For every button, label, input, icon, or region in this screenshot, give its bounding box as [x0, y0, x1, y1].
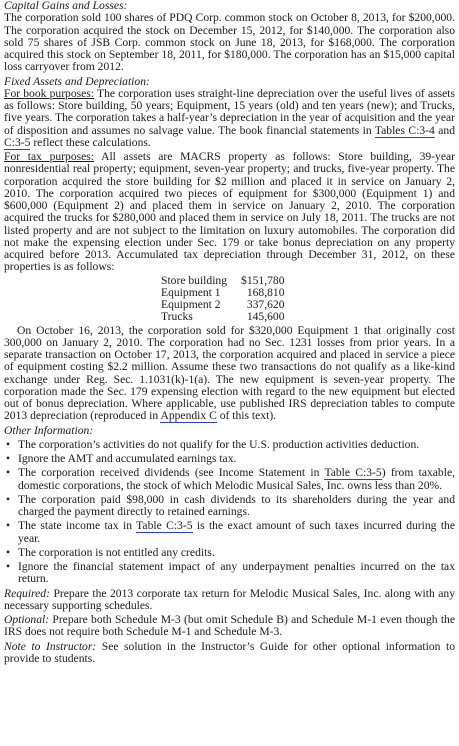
fixed-assets-heading: Fixed Assets and Depreciation:: [4, 74, 150, 88]
list-item: • The corporation paid $98,000 in cash dividends to its shareholders during the year and charged the payment directly to retained earnings.: [4, 494, 455, 519]
optional-paragraph: [4, 614, 455, 639]
table-c3-5-link[interactable]: Table C:3-5: [324, 466, 382, 480]
capital-gains-section: [4, 0, 455, 74]
instructor-note-text: See solution in the Instructor’s Guide for other optional information to provide to students.: [4, 639, 456, 665]
list-item: • Ignore the financial statement impact of any underpayment penalties incurred on the tax return.: [4, 561, 455, 586]
book-purposes-label: For book purposes:: [4, 86, 95, 100]
list-item: • The corporation is not entitled any credits.: [4, 547, 455, 559]
list-item: • Ignore the AMT and accumulated earnings tax.: [4, 453, 455, 465]
capital-gains-heading: Capital Gains and Losses:: [4, 0, 128, 12]
required-label: Required:: [4, 586, 50, 600]
optional-text: Prepare both Schedule M-3 (but omit Schedule B) and Schedule M-1 even though the IRS does not require both Schedule M-1 and Schedule M-3.: [4, 613, 455, 639]
book-tail-text: reflect these calculations.: [30, 135, 151, 149]
asset-name: Equipment 1: [161, 285, 221, 299]
required-paragraph: [4, 588, 455, 613]
tax-purposes-text: All assets are MACRS property as follows: Store building, 39-year nonresidential real property; equipment, seven-year property; and trucks, five-year property. The corporation acquired the store building for $2 million and placed it in service on January 2, 2010. The corporation acquired two pieces of equipment for $300,000 (Equipment 1) and $600,000 (Equipment 2) and placed them in service on January 2, 2010. The corporation acquired the trucks for $280,000 and placed them in service on July 18, 2011. The trucks are not listed property and are not subject to the limitation on luxury automobiles. The corporation did not make the expensing election under Sec. 179 or take bonus depreciation on any property acquired before 2013. Accumulated tax depreciation through December 31, 2012, on these properties is as follows:: [4, 150, 455, 274]
depreciation-table: [161, 275, 285, 324]
book-and-text: and: [434, 123, 456, 137]
table-row: [161, 275, 285, 287]
dividends-tail: ) from taxable, domestic corporations, the stock of which Melodic Musical Sales, Inc. owns less than 20%.: [18, 466, 455, 492]
table-c3-5-link[interactable]: C:3-5: [4, 135, 31, 149]
asset-amount: 337,620: [246, 298, 285, 311]
book-purposes-paragraph: [4, 88, 455, 149]
asset-amount: 168,810: [246, 285, 285, 299]
other-information-heading: Other Information:: [4, 423, 94, 437]
required-text: Prepare the 2013 corporate tax return for Melodic Musical Sales, Inc. along with any necessary supporting schedules.: [4, 586, 455, 612]
book-purposes-text: The corporation uses straight-line depreciation over the useful lives of assets as follows: Store building, 50 years; Equipment, 15 years (old) and ten years (new); and Trucks, five years. The corporation takes a half-year’s depreciation in the year of acquisition and the year of disposition and assumes no salvage value. The book financial statements in: [4, 86, 455, 137]
table-c3-4-link[interactable]: Tables C:3-4: [374, 123, 435, 137]
capital-gains-text: The corporation sold 100 shares of PDQ Corp. common stock on October 8, 2013, for $200,000. The corporation acquired the stock on December 15, 2012, for $140,000. The corporation also sold 75 shares of JSB Corp. common stock on June 18, 2013, for $168,000. The corporation acquired this stock on September 18, 2011, for $180,000. The corporation has an $15,000 capital loss carryover from 2012.: [4, 11, 455, 74]
optional-label: Optional:: [4, 613, 50, 626]
dividends-text: The corporation received dividends (see Income Statement in: [18, 466, 325, 480]
table-c3-5-link[interactable]: Table C:3-5: [136, 519, 193, 533]
equipment-sale-paragraph: [4, 325, 455, 423]
appendix-c-link[interactable]: Appendix C: [160, 409, 217, 423]
asset-name: Store building: [161, 273, 228, 287]
tax-purposes-paragraph: [4, 151, 455, 274]
asset-name: Equipment 2: [161, 298, 221, 311]
other-information-section: [4, 425, 455, 586]
instructor-note-label: Note to Instructor:: [4, 639, 97, 653]
tax-purposes-label: For tax purposes:: [4, 150, 95, 163]
list-item: [4, 520, 455, 545]
asset-amount: 145,600: [246, 310, 285, 324]
asset-name: Trucks: [161, 310, 193, 324]
equipment-sale-text: On October 16, 2013, the corporation sold for $320,000 Equipment 1 that originally cost 300,000 on January 2, 2010. The corporation had no Sec. 1231 losses from prior years. In a separate transaction on October 17, 2013, the corporation acquired and placed in service a piece of equipment costing $2.2 million. Assume these two transactions do not qualify as a like-kind exchange under Reg. Sec. 1.1031(k)-1(a). The new equipment is seven-year property. The corporation made the Sec. 179 expensing election with regard to the new equipment but elected out of bonus depreciation. Where applicable, use published IRS depreciation tables to compute 2013 depreciation (reproduced in: [4, 323, 455, 423]
other-information-list: [4, 439, 455, 586]
table-row: [161, 311, 285, 323]
state-tax-tail: is the exact amount of such taxes incurred during the year.: [18, 519, 455, 545]
instructor-note-paragraph: [4, 641, 455, 666]
list-item: • The corporation’s activities do not qualify for the U.S. production activities deduction.: [4, 439, 455, 451]
fixed-assets-section: [4, 76, 455, 423]
asset-amount: $151,780: [241, 273, 285, 287]
state-tax-text: The state income tax in: [18, 519, 137, 533]
list-item: [4, 467, 455, 492]
equipment-sale-tail: of this text).: [216, 409, 277, 423]
